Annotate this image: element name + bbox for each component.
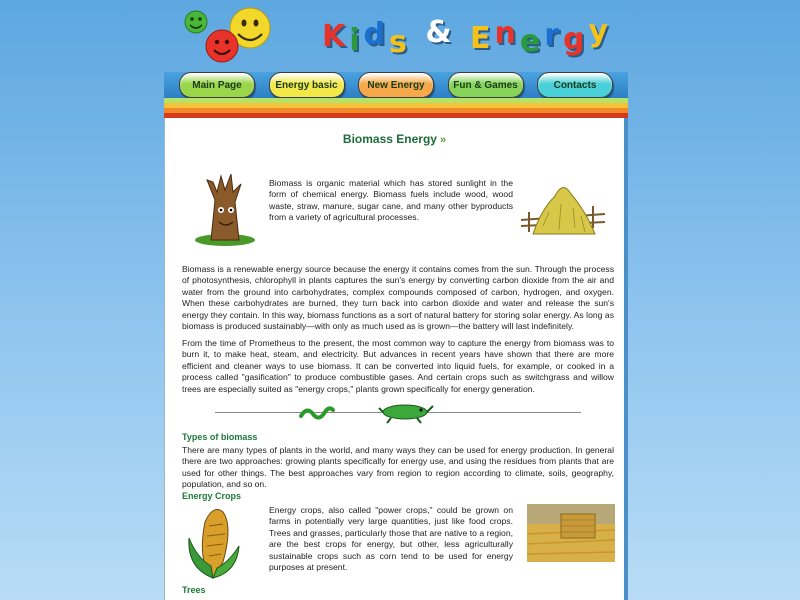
site-title-letter: [456, 19, 466, 54]
types-of-biomass-heading: Types of biomass: [182, 432, 258, 442]
smiley-faces-logo: [182, 4, 274, 66]
site-title-letter: e: [519, 24, 541, 59]
site-title-letter: n: [494, 16, 516, 51]
energy-crops-heading: Energy Crops: [182, 491, 242, 501]
haystack-illustration: [519, 176, 607, 238]
nav-contacts-button[interactable]: Contacts: [537, 72, 613, 98]
nav-energy-basic-button[interactable]: Energy basic: [269, 72, 345, 98]
site-title-letter: s: [389, 25, 407, 60]
crocodile-icon: [377, 400, 435, 424]
biomass-paragraph-1: Biomass is a renewable energy source because the energy it contains comes from the sun. Through the process of photosynthesis, chlorophyll in plants captures the sun's energy by converting carbon dioxide from the air and water from the ground into carbohydrates, complex compounds composed of carbon, hydrogen, and oxygen. When these carbohydrates are burned, they turn back into carbon dioxide and water and release the sun's energy they contain. In this way, biomass functions as a sort of natural battery for storing solar energy. As long as biomass is produced sustainably—with only as much used as is grown—the battery will last indefinitely.: [182, 264, 614, 332]
site-title-letter: r: [544, 18, 559, 53]
types-of-biomass-text: There are many types of plants in the world, and many ways they can be used for energy production. In general there are two approaches: growing plants specifically for energy use, and using the residues from plants that are used for other things. The best approaches vary from region to region according to climate, soils, geography, population, and so on.: [182, 445, 614, 490]
nav-main-page-button[interactable]: Main Page: [179, 72, 255, 98]
site-title-letter: E: [469, 21, 491, 56]
site-title-letter: d: [363, 17, 386, 52]
biomass-paragraph-2: From the time of Prometheus to the present, the most common way to capture the energy from biomass was to burn it, to make heat, steam, and electricity. But advances in recent years have shown that there are more efficient and cleaner ways to use biomass. It can be converted into liquid fuels, for example, or cooked in a process called "gasification" to produce combustible gases. And certain crops such as switchgrass and willow trees are especially suited as "energy crops," plants grown specifically for energy generation.: [182, 338, 614, 394]
site-title: [322, 10, 612, 60]
site-title-letter: K: [322, 19, 346, 54]
main-content: [164, 118, 628, 600]
double-chevron-icon: »: [439, 134, 447, 146]
corn-illustration: [183, 502, 243, 582]
site-title-letter: g: [562, 22, 585, 57]
energy-crops-text: Energy crops, also called "power crops," could be grown on farms in potentially very large quantities, just like food crops. Trees and grasses, particularly those that are native to a region, are the best crops for energy, but other, less agriculturally sustainable crops such as corn tend to be used for energy purposes at present.: [269, 505, 513, 573]
trees-heading: Trees: [182, 585, 206, 595]
site-title-letter: y: [588, 14, 609, 49]
tree-stump-illustration: [191, 170, 259, 250]
site-title-letter: [411, 19, 421, 54]
snake-icon: [299, 402, 335, 422]
main-nav: [164, 70, 628, 100]
hay-bale-field-photo: [527, 504, 615, 562]
site-header: [0, 0, 800, 72]
nav-new-energy-button[interactable]: New Energy: [358, 72, 434, 98]
page-title: Biomass Energy »: [342, 132, 447, 146]
site-title-letter: &: [425, 15, 452, 50]
intro-text: Biomass is organic material which has stored sunlight in the form of chemical energy. Biomass fuels include wood, wood waste, straw, manure, sugar cane, and many other byproducts from a variety of agricultural processes.: [269, 178, 513, 223]
nav-fun-games-button[interactable]: Fun & Games: [448, 72, 524, 98]
header-stripes: [164, 98, 628, 118]
site-title-letter: i: [349, 23, 360, 58]
